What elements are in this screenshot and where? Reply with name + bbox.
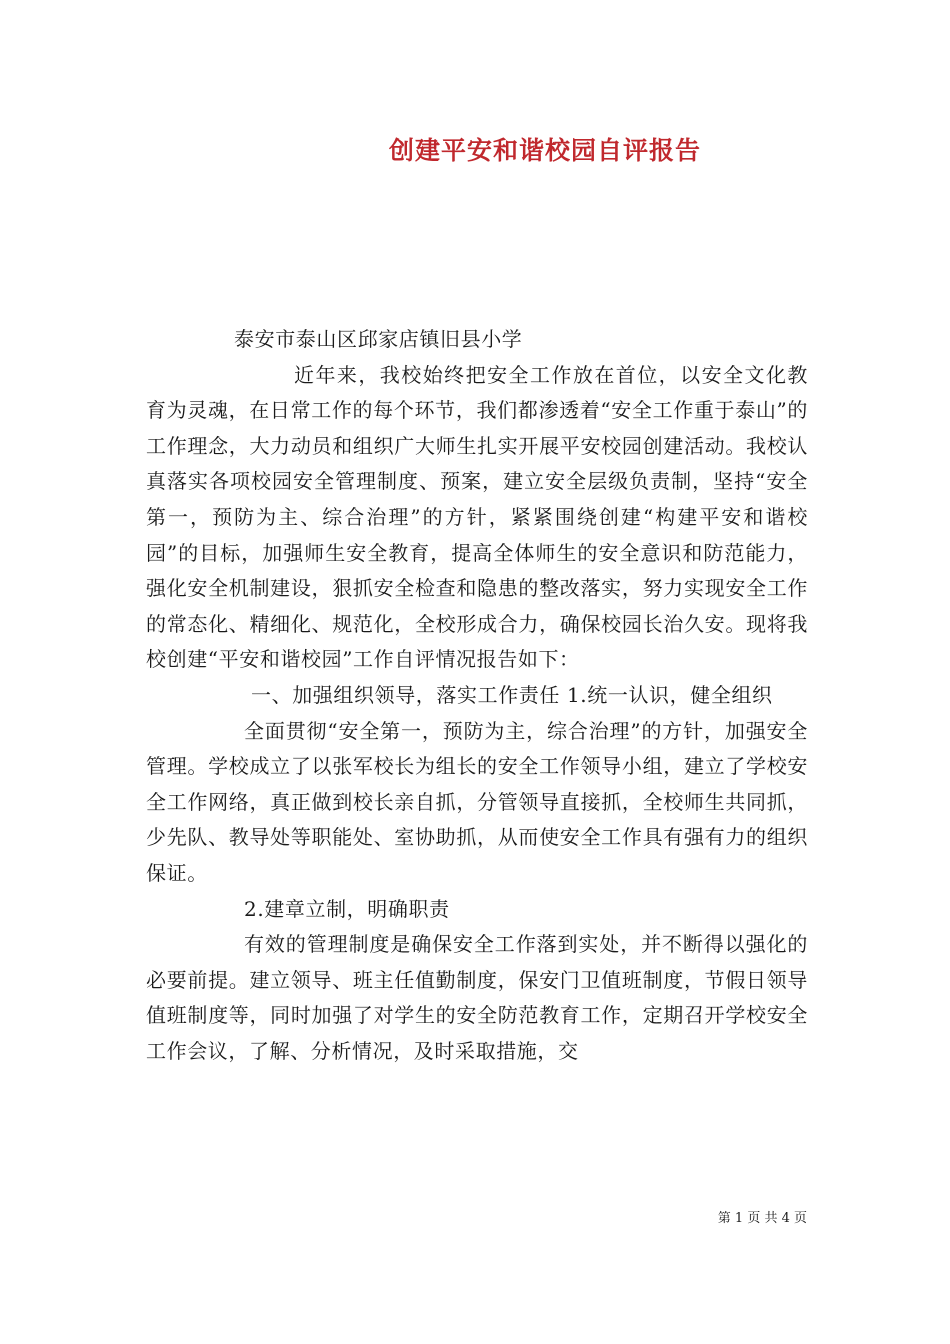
subsection-paragraph: 有效的管理制度是确保安全工作落到实处，并不断得以强化的必要前提。建立领导、班主任值勤制度，保安门卫值班制度，节假日领导值班制度等，同时加强了对学生的安全防范教育工作，定期召开学校安全工作会议，了解、分析情况，及时采取措施，交 xyxy=(146,932,808,1063)
subsection-heading: 2.建章立制，明确职责 xyxy=(244,896,450,921)
intro-paragraph: 近年来，我校始终把安全工作放在首位，以安全文化教育为灵魂，在日常工作的每个环节，我们都渗透着“安全工作重于泰山”的工作理念，大力动员和组织广大师生扎实开展平安校园创建活动。我校认真落实各项校园安全管理制度、预案，建立安全层级负责制，坚持“安全第一，预防为主、综合治理”的方针，紧紧围绕创建“构建平安和谐校园”的目标，加强师生安全教育，提高全体师生的安全意识和防范能力，强化安全机制建设，狠抓安全检查和隐患的整改落实，努力实现安全工作的常态化、精细化、规范化，全校形成合力，确保校园长治久安。现将我校创建“平安和谐校园”工作自评情况报告如下： xyxy=(146,362,808,672)
document-body xyxy=(146,322,808,1069)
page-footer: 第 1 页 共 4 页 xyxy=(717,1211,807,1226)
school-name: 泰安市泰山区邱家店镇旧县小学 xyxy=(234,327,523,351)
section-paragraph: 全面贯彻“安全第一，预防为主，综合治理”的方针，加强安全管理。学校成立了以张军校长为组长的安全工作领导小组，建立了学校安全工作网络，真正做到校长亲自抓，分管领导直接抓，全校师生共同抓，少先队、教导处等职能处、室协助抓，从而使安全工作具有强有力的组织保证。 xyxy=(146,718,808,885)
section-heading: 一、加强组织领导，落实工作责任 1.统一认识，健全组织 xyxy=(251,682,773,707)
document-title: 创建平安和谐校园自评报告 xyxy=(388,136,701,165)
